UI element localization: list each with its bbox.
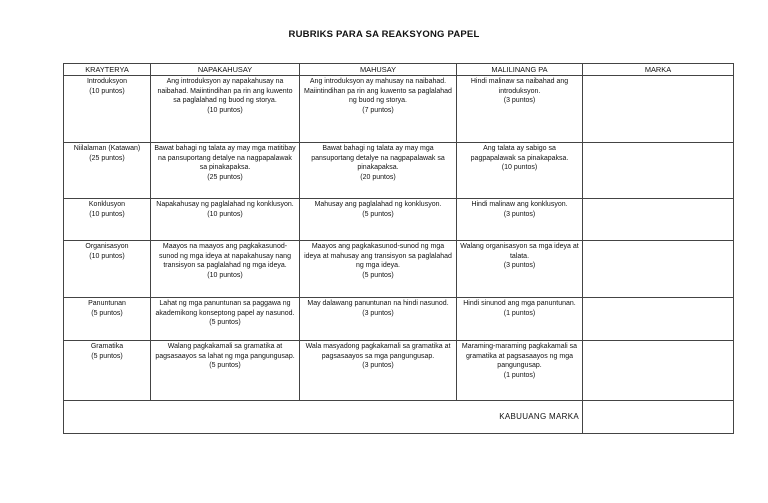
- napakahusay-cell: [151, 199, 300, 241]
- criterion-points: (5 puntos): [91, 352, 123, 360]
- criterion-name: Gramatika: [90, 343, 124, 350]
- descriptor-text: Ang introduksyon ay mahusay na naibahad. Maiintindihan pa rin ang kuwento sa paglalahad ng buod ng storya.: [304, 78, 452, 105]
- malilinang-cell: [457, 143, 583, 199]
- mahusay-cell: [300, 76, 457, 143]
- descriptor-points: (25 puntos): [207, 173, 243, 181]
- total-label: KABUUANG MARKA: [64, 401, 583, 434]
- napakahusay-cell: [151, 76, 300, 143]
- descriptor-text: Bawat bahagi ng talata ay may mga pansuportang detalye na nagpapalawak sa pinakapaksa.: [311, 145, 445, 172]
- descriptor-text: Lahat ng mga panuntunan sa paggawa ng akademikong konseptong papel ay nasunod.: [155, 300, 295, 317]
- descriptor-text: Hindi malinaw ang konklusyon.: [471, 201, 568, 208]
- criterion-cell: [64, 199, 151, 241]
- descriptor-points: (1 puntos): [503, 371, 536, 379]
- marka-cell[interactable]: [583, 298, 734, 341]
- descriptor-points: (3 puntos): [362, 362, 394, 370]
- malilinang-cell: [457, 341, 583, 401]
- descriptor-points: (3 puntos): [503, 262, 536, 270]
- table-row: [64, 298, 734, 341]
- malilinang-cell: [457, 76, 583, 143]
- table-row: [64, 76, 734, 143]
- table-row: [64, 341, 734, 401]
- napakahusay-cell: [151, 241, 300, 298]
- malilinang-cell: [457, 241, 583, 298]
- descriptor-points: (5 puntos): [362, 271, 394, 279]
- criterion-name: Niilalaman (Katawan): [73, 145, 141, 152]
- descriptor-points: (3 puntos): [362, 309, 394, 317]
- table-row: [64, 143, 734, 199]
- criterion-name: Panuntunan: [88, 300, 126, 307]
- descriptor-text: Ang introduksyon ay napakahusay na naibahad. Maiintindihan pa rin ang kuwento sa paglalahad ng buod ng storya.: [157, 78, 293, 105]
- napakahusay-cell: [151, 298, 300, 341]
- table-row: [64, 199, 734, 241]
- marka-cell[interactable]: [583, 143, 734, 199]
- descriptor-points: (1 puntos): [503, 309, 536, 317]
- descriptor-text: Ang talata ay sabigo sa pagpapalawak sa pinakapaksa.: [470, 145, 569, 162]
- criterion-cell: [64, 298, 151, 341]
- descriptor-points: (3 puntos): [503, 210, 536, 218]
- mahusay-cell: [300, 298, 457, 341]
- descriptor-text: Maayos na maayos ang pagkakasunod-sunod ng mga ideya at napakahusay nang transisyon sa paglalahad ng mga ideya.: [159, 243, 291, 270]
- mahusay-cell: [300, 143, 457, 199]
- descriptor-points: (10 puntos): [207, 271, 243, 279]
- criterion-points: (5 puntos): [91, 309, 123, 317]
- rubric-table: [63, 63, 734, 434]
- descriptor-text: Walang pagkakamali sa gramatika at pagsasaayos sa lahat ng mga pangungusap.: [155, 343, 295, 360]
- criterion-points: (25 puntos): [89, 154, 125, 162]
- header-krayterya: KRAYTERYA: [64, 64, 151, 76]
- malilinang-cell: [457, 298, 583, 341]
- descriptor-points: (10 puntos): [207, 106, 243, 114]
- descriptor-text: Bawat bahagi ng talata ay may mga matitibay na pansuportang detalye na nagpapalawak sa pinakapaksa.: [154, 145, 296, 172]
- descriptor-points: (5 puntos): [209, 319, 241, 327]
- descriptor-text: May dalawang panuntunan na hindi nasunod.: [307, 300, 449, 307]
- descriptor-text: Hindi sinunod ang mga panuntunan.: [463, 300, 576, 307]
- header-napakahusay: NAPAKAHUSAY: [151, 64, 300, 76]
- criterion-cell: [64, 76, 151, 143]
- criterion-cell: [64, 241, 151, 298]
- criterion-points: (10 puntos): [89, 252, 125, 260]
- descriptor-text: Maraming-maraming pagkakamali sa gramatika at pagsasaayos ng mga pangungusap.: [461, 343, 578, 370]
- descriptor-text: Hindi malinaw sa naibahad ang introduksyon.: [470, 78, 569, 95]
- criterion-name: Konklusyon: [88, 201, 126, 208]
- descriptor-points: (5 puntos): [209, 362, 241, 370]
- descriptor-points: (7 puntos): [362, 106, 394, 114]
- criterion-points: (10 puntos): [89, 87, 125, 95]
- mahusay-cell: [300, 241, 457, 298]
- descriptor-points: (20 puntos): [360, 173, 396, 181]
- descriptor-points: (3 puntos): [503, 97, 536, 105]
- descriptor-points: (10 puntos): [207, 210, 243, 218]
- descriptor-text: Walang organisasyon sa mga ideya at talata.: [460, 243, 579, 260]
- marka-cell[interactable]: [583, 76, 734, 143]
- descriptor-text: Mahusay ang paglalahad ng konklusyon.: [314, 201, 442, 208]
- total-row: [64, 401, 734, 434]
- criterion-cell: [64, 143, 151, 199]
- header-malilinang-pa: MALILINANG PA: [457, 64, 583, 76]
- mahusay-cell: [300, 199, 457, 241]
- header-mahusay: MAHUSAY: [300, 64, 457, 76]
- header-marka: MARKA: [583, 64, 734, 76]
- descriptor-points: (10 puntos): [501, 164, 538, 172]
- descriptor-points: (5 puntos): [362, 210, 394, 218]
- criterion-points: (10 puntos): [89, 210, 125, 218]
- descriptor-text: Napakahusay ng paglalahad ng konklusyon.: [156, 201, 294, 208]
- header-row: [64, 64, 734, 76]
- page-title: RUBRIKS PARA SA REAKSYONG PAPEL: [288, 29, 480, 40]
- total-marka-cell[interactable]: [583, 401, 734, 434]
- marka-cell[interactable]: [583, 341, 734, 401]
- criterion-name: Introduksyon: [86, 78, 128, 85]
- napakahusay-cell: [151, 341, 300, 401]
- napakahusay-cell: [151, 143, 300, 199]
- criterion-cell: [64, 341, 151, 401]
- descriptor-text: Wala masyadong pagkakamali sa gramatika at pagsasaayos sa mga pangungusap.: [305, 343, 451, 360]
- marka-cell[interactable]: [583, 241, 734, 298]
- malilinang-cell: [457, 199, 583, 241]
- marka-cell[interactable]: [583, 199, 734, 241]
- criterion-name: Organisasyon: [85, 243, 129, 250]
- mahusay-cell: [300, 341, 457, 401]
- table-row: [64, 241, 734, 298]
- descriptor-text: Maayos ang pagkakasunod-sunod ng mga ideya at mahusay ang transisyon sa paglalahad ng mga ideya.: [304, 243, 452, 270]
